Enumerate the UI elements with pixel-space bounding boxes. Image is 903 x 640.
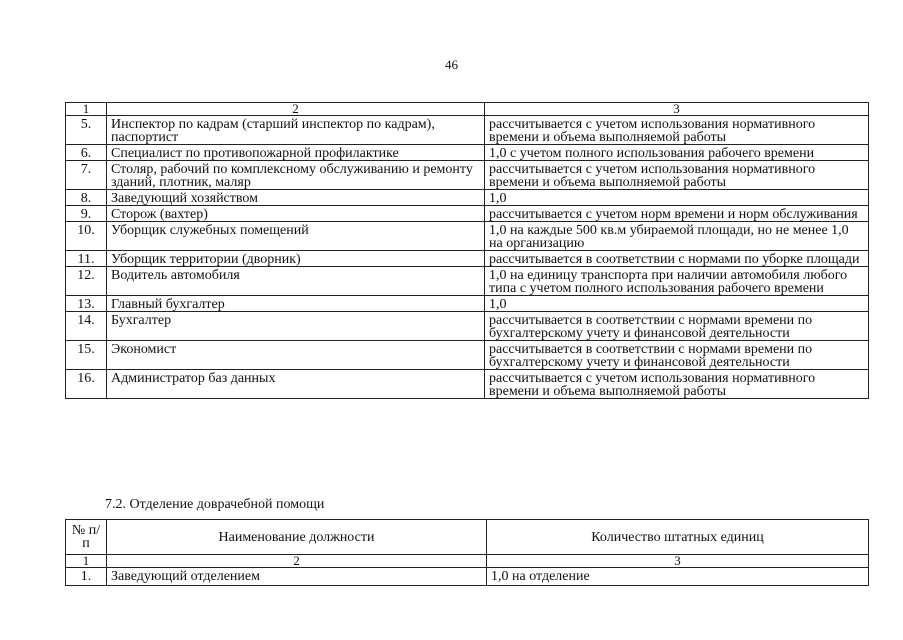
header-cell-position: 2: [107, 555, 487, 568]
position-name-cell: Главный бухгалтер: [107, 296, 485, 312]
row-number-cell: 5.: [66, 116, 107, 145]
row-number-cell: 10.: [66, 222, 107, 251]
header-cell-number: 1: [66, 555, 107, 568]
table-row: [66, 296, 869, 312]
staff-quantity-cell: 1,0 с учетом полного использования рабочего времени: [485, 145, 869, 161]
header-cell-number: 1: [66, 103, 107, 116]
staff-quantity-cell: рассчитывается в соответствии с нормами времени по бухгалтерскому учету и финансовой деятельности: [485, 312, 869, 341]
staff-quantity-cell: рассчитывается в соответствии с нормами времени по бухгалтерскому учету и финансовой деятельности: [485, 341, 869, 370]
position-name-cell: Заведующий отделением: [107, 568, 487, 586]
table-row: [66, 370, 869, 399]
row-number-cell: 7.: [66, 161, 107, 190]
position-name-cell: Администратор баз данных: [107, 370, 485, 399]
position-name-cell: Инспектор по кадрам (старший инспектор по кадрам), паспортист: [107, 116, 485, 145]
position-name-cell: Водитель автомобиля: [107, 267, 485, 296]
table-row: [66, 145, 869, 161]
staff-quantity-cell: рассчитывается с учетом использования нормативного времени и объема выполняемой работы: [485, 116, 869, 145]
caption-cell-number: № п/п: [66, 520, 107, 555]
position-name-cell: Заведующий хозяйством: [107, 190, 485, 206]
table-row: [66, 116, 869, 145]
position-name-cell: Столяр, рабочий по комплексному обслуживанию и ремонту зданий, плотник, маляр: [107, 161, 485, 190]
table-caption-row: [66, 520, 869, 555]
staff-quantity-cell: рассчитывается с учетом использования нормативного времени и объема выполняемой работы: [485, 370, 869, 399]
staff-quantity-cell: 1,0: [485, 296, 869, 312]
staff-table-continued: [65, 102, 869, 399]
position-name-cell: Бухгалтер: [107, 312, 485, 341]
section-title: 7.2. Отделение доврачебной помощи: [105, 497, 325, 512]
position-name-cell: Экономист: [107, 341, 485, 370]
row-number-cell: 8.: [66, 190, 107, 206]
table-header-row: [66, 555, 869, 568]
table-header-row: [66, 103, 869, 116]
row-number-cell: 1.: [66, 568, 107, 586]
header-cell-quantity: 3: [487, 555, 869, 568]
table-row: [66, 267, 869, 296]
pre-medical-department-table: [65, 519, 869, 586]
staff-quantity-cell: рассчитывается в соответствии с нормами по уборке площади: [485, 251, 869, 267]
row-number-cell: 16.: [66, 370, 107, 399]
position-name-cell: Уборщик служебных помещений: [107, 222, 485, 251]
table-row: [66, 341, 869, 370]
header-cell-quantity: 3: [485, 103, 869, 116]
staff-quantity-cell: 1,0 на каждые 500 кв.м убираемой площади, но не менее 1,0 на организацию: [485, 222, 869, 251]
table-row: [66, 312, 869, 341]
table-row: [66, 222, 869, 251]
row-number-cell: 13.: [66, 296, 107, 312]
table-row: [66, 568, 869, 586]
staff-quantity-cell: 1,0 на единицу транспорта при наличии автомобиля любого типа с учетом полного использования рабочего времени: [485, 267, 869, 296]
table-row: [66, 161, 869, 190]
caption-cell-quantity: Количество штатных единиц: [487, 520, 869, 555]
caption-cell-position: Наименование должности: [107, 520, 487, 555]
row-number-cell: 15.: [66, 341, 107, 370]
staff-quantity-cell: рассчитывается с учетом использования нормативного времени и объема выполняемой работы: [485, 161, 869, 190]
position-name-cell: Уборщик территории (дворник): [107, 251, 485, 267]
header-cell-position: 2: [107, 103, 485, 116]
page-number: 46: [445, 57, 458, 72]
table-row: [66, 206, 869, 222]
staff-quantity-cell: 1,0: [485, 190, 869, 206]
table-row: [66, 251, 869, 267]
staff-quantity-cell: рассчитывается с учетом норм времени и норм обслуживания: [485, 206, 869, 222]
position-name-cell: Специалист по противопожарной профилактике: [107, 145, 485, 161]
row-number-cell: 14.: [66, 312, 107, 341]
staff-quantity-cell: 1,0 на отделение: [487, 568, 869, 586]
position-name-cell: Сторож (вахтер): [107, 206, 485, 222]
row-number-cell: 9.: [66, 206, 107, 222]
row-number-cell: 12.: [66, 267, 107, 296]
row-number-cell: 6.: [66, 145, 107, 161]
table-row: [66, 190, 869, 206]
row-number-cell: 11.: [66, 251, 107, 267]
